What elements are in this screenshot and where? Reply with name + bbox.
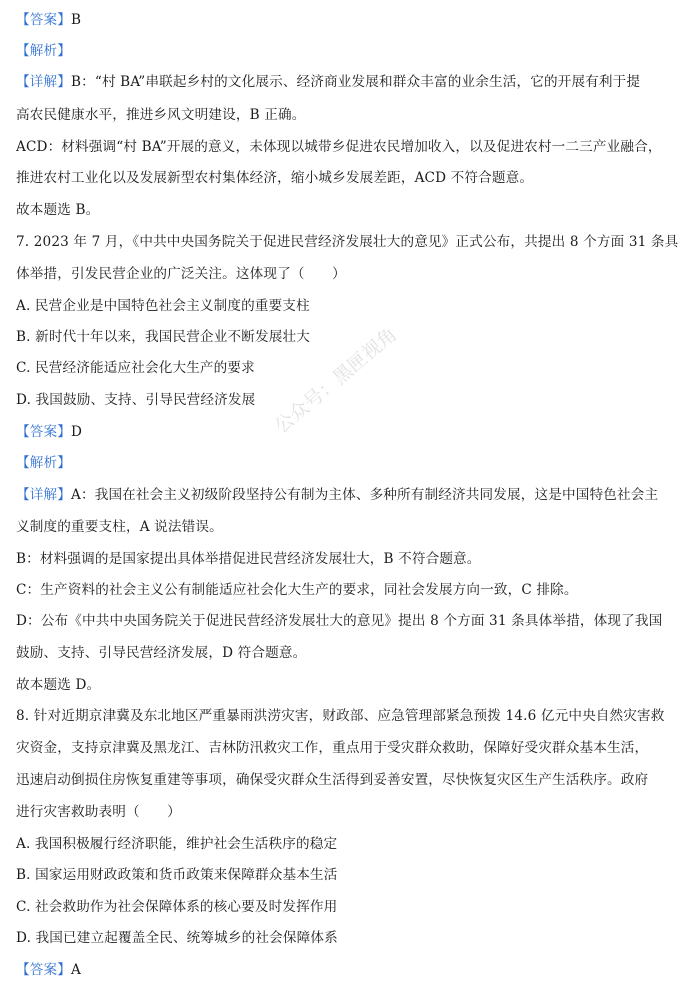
text-line	[16, 264, 685, 284]
section-tag: 【详解】	[16, 487, 71, 503]
text-line	[16, 928, 685, 948]
line-text: 故本题选 D。	[16, 677, 101, 693]
text-line	[16, 168, 685, 188]
line-text: B：“村 BA”串联起乡村的文化展示、经济商业发展和群众丰富的业余生活，它的开展有利于提	[70, 74, 641, 90]
line-text: ACD：材料强调“村 BA”开展的意义，未体现以城带乡促进农民增加收入，以及促进农村一二三产业融合，	[16, 139, 662, 155]
text-line	[16, 390, 685, 410]
line-text: 8. 针对近期京津冀及东北地区严重暴雨洪涝灾害，财政部、应急管理部紧急预拨 14.6 亿元中央自然灾害救	[16, 708, 665, 724]
line-text: A：我国在社会主义初级阶段坚持公有制为主体、多种所有制经济共同发展，这是中国特色社会主	[70, 487, 659, 503]
section-tag: 【解析】	[16, 43, 71, 59]
line-text: D. 我国已建立起覆盖全民、统筹城乡的社会保障体系	[16, 930, 338, 946]
text-line	[16, 897, 685, 917]
text-line	[16, 41, 685, 61]
section-tag: 【解析】	[16, 455, 71, 471]
watermark: 公众号：黑匣视角	[270, 323, 402, 438]
text-line	[16, 296, 685, 316]
text-line	[16, 232, 685, 252]
line-text: 7. 2023 年 7 月，《中共中央国务院关于促进民营经济发展壮大的意见》正式公布，共提出 8 个方面 31 条具	[16, 234, 679, 250]
text-line	[16, 422, 685, 442]
text-line	[16, 770, 685, 790]
section-tag: 【详解】	[16, 74, 71, 90]
text-line	[16, 802, 685, 822]
text-line	[16, 738, 685, 758]
text-line	[16, 643, 685, 663]
line-text: B	[70, 12, 82, 28]
line-text: D：公布《中共中央国务院关于促进民营经济发展壮大的意见》提出 8 个方面 31 条具体举措，体现了我国	[16, 613, 663, 629]
line-text: 义制度的重要支柱，A 说法错误。	[16, 519, 223, 535]
text-line	[16, 485, 685, 505]
line-text: B. 国家运用财政政策和货币政策来保障群众基本生活	[16, 867, 338, 883]
text-line	[16, 10, 685, 30]
text-line	[16, 105, 685, 125]
text-line	[16, 327, 685, 347]
text-line	[16, 675, 685, 695]
line-text: C. 社会救助作为社会保障体系的核心要及时发挥作用	[16, 899, 338, 915]
line-text: D. 我国鼓励、支持、引导民营经济发展	[16, 392, 256, 408]
line-text: D	[70, 424, 83, 440]
text-line	[16, 72, 685, 92]
text-line	[16, 549, 685, 569]
text-line	[16, 580, 685, 600]
line-text: A. 我国积极履行经济职能，维护社会生活秩序的稳定	[16, 836, 338, 852]
line-text: 推进农村工业化以及发展新型农村集体经济，缩小城乡发展差距，ACD 不符合题意。	[16, 170, 534, 186]
text-line	[16, 865, 685, 885]
line-text: B：材料强调的是国家提出具体举措促进民营经济发展壮大，B 不符合题意。	[16, 551, 481, 567]
line-text: A. 民营企业是中国特色社会主义制度的重要支柱	[16, 298, 310, 314]
line-text: 故本题选 B。	[16, 202, 100, 218]
line-text: 鼓励、支持、引导民营经济发展，D 符合题意。	[16, 645, 307, 661]
section-tag: 【答案】	[16, 962, 71, 978]
line-text: C：生产资料的社会主义公有制能适应社会化大生产的要求，同社会发展方向一致，C 排除。	[16, 582, 578, 598]
text-line	[16, 200, 685, 220]
text-line	[16, 834, 685, 854]
line-text: 体举措，引发民营企业的广泛关注。这体现了（ ）	[16, 266, 346, 282]
text-line	[16, 611, 685, 631]
line-text: 迅速启动倒损住房恢复重建等事项，确保受灾群众生活得到妥善安置，尽快恢复灾区生产生活秩序。政府	[16, 772, 649, 788]
line-text: 灾资金，支持京津冀及黑龙江、吉林防汛救灾工作，重点用于受灾群众救助，保障好受灾群众基本生活，	[16, 740, 649, 756]
line-text: C. 民营经济能适应社会化大生产的要求	[16, 360, 255, 376]
line-text: B. 新时代十年以来，我国民营企业不断发展壮大	[16, 329, 310, 345]
text-line	[16, 137, 685, 157]
line-text: 高农民健康水平，推进乡风文明建设，B 正确。	[16, 107, 306, 123]
text-line	[16, 517, 685, 537]
line-text: 进行灾害救助表明（ ）	[16, 804, 181, 820]
text-line	[16, 453, 685, 473]
line-text: A	[70, 962, 81, 978]
section-tag: 【答案】	[16, 424, 71, 440]
section-tag: 【答案】	[16, 12, 71, 28]
text-line	[16, 960, 685, 980]
text-line	[16, 706, 685, 726]
